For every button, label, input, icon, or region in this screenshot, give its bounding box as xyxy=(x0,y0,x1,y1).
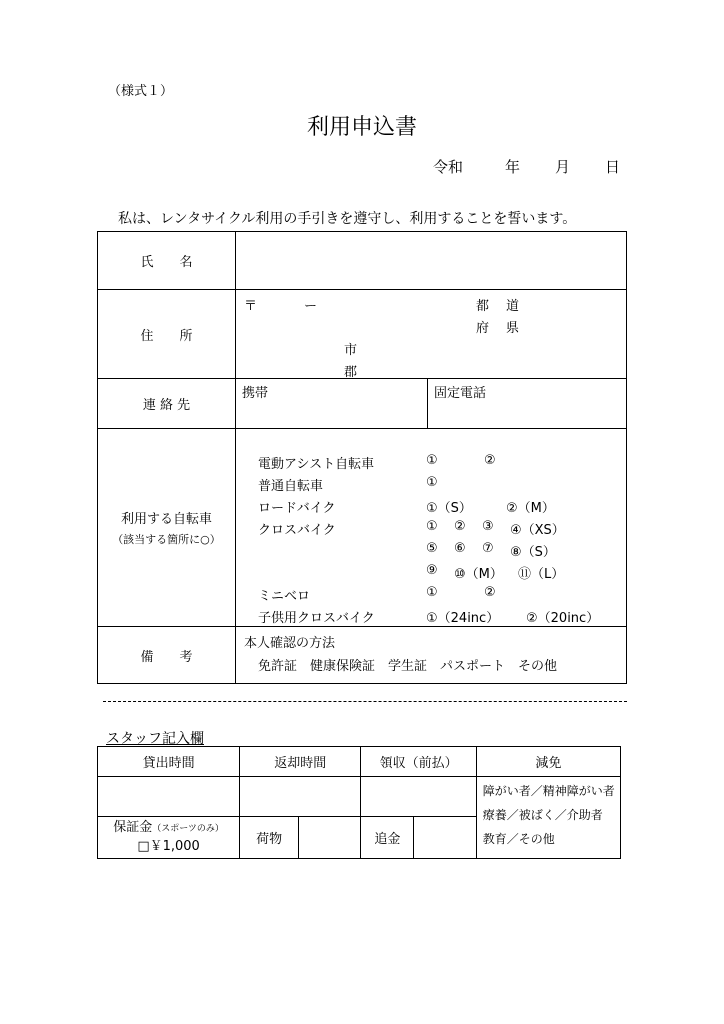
landline-label: 固定電話 xyxy=(434,386,487,401)
cut-line xyxy=(103,701,627,702)
additional-field[interactable] xyxy=(414,817,476,859)
bike-option[interactable]: ①（S） xyxy=(426,501,472,516)
postal-dash: ー xyxy=(304,299,318,314)
luggage-field[interactable] xyxy=(299,817,361,859)
bike-option[interactable]: ① xyxy=(426,453,438,468)
lending-time-header: 貸出時間 xyxy=(98,747,240,777)
return-time-field[interactable] xyxy=(240,777,361,817)
date-era: 令和 xyxy=(433,158,464,176)
remarks-label: 備 考 xyxy=(98,627,236,684)
bike-option[interactable]: ⑧（S） xyxy=(510,545,556,560)
bicycle-label: 利用する自転車 （該当する箇所に○） xyxy=(98,429,236,627)
pref-to: 都 xyxy=(476,299,490,314)
exemption-option: 障がい者／精神障がい者 xyxy=(482,784,615,798)
bike-option[interactable]: ⑪（L） xyxy=(518,567,565,582)
name-label: 氏 名 xyxy=(98,232,236,290)
pref-ken: 県 xyxy=(506,321,520,336)
date-day: 日 xyxy=(605,158,621,176)
address-label: 住 所 xyxy=(98,290,236,379)
bike-option[interactable]: ① xyxy=(426,585,438,600)
bike-option[interactable]: ⑩（M） xyxy=(454,567,503,582)
pref-do: 道 xyxy=(506,299,520,314)
county-gun: 郡 xyxy=(344,365,358,380)
application-table xyxy=(97,231,627,684)
deposit-note: （スポーツのみ） xyxy=(152,824,224,834)
postal-mark: 〒 xyxy=(244,299,258,314)
bike-name: クロスバイク xyxy=(258,523,336,538)
mobile-field[interactable] xyxy=(236,379,428,429)
bike-option[interactable]: ① xyxy=(426,519,438,534)
return-time-header: 返却時間 xyxy=(240,747,361,777)
luggage-label: 荷物 xyxy=(240,817,299,859)
bike-option[interactable]: ⑦ xyxy=(482,541,494,556)
bike-name: 普通自転車 xyxy=(258,479,324,494)
staff-section-title: スタッフ記入欄 xyxy=(106,731,204,747)
bike-option[interactable]: ②（M） xyxy=(506,501,555,516)
lending-time-field[interactable] xyxy=(98,777,240,817)
bike-option[interactable]: ④（XS） xyxy=(510,523,565,538)
bike-option[interactable]: ⑥ xyxy=(454,541,466,556)
deposit-label: 保証金 xyxy=(113,820,153,835)
bike-option[interactable]: ⑨ xyxy=(426,563,438,578)
bike-name: ロードバイク xyxy=(258,501,336,516)
receipt-header: 領収（前払） xyxy=(361,747,476,777)
bike-option[interactable]: ②（20inc） xyxy=(526,611,600,626)
pref-fu: 府 xyxy=(476,321,490,336)
bicycle-selection[interactable] xyxy=(236,429,627,627)
bike-name: 電動アシスト自転車 xyxy=(258,457,375,472)
additional-label: 追金 xyxy=(361,817,414,859)
remarks-field[interactable] xyxy=(236,627,627,684)
bike-name: ミニベロ xyxy=(258,589,311,604)
pledge-text: 私は、レンタサイクル利用の手引きを遵守し、利用することを誓います。 xyxy=(118,211,577,227)
address-field[interactable] xyxy=(236,290,627,379)
exemption-option: 療養／被ばく／介助者 xyxy=(482,808,603,822)
form-title: 利用申込書 xyxy=(306,115,417,140)
landline-field[interactable] xyxy=(428,379,627,429)
id-method-label: 本人確認の方法 xyxy=(244,636,336,651)
exemption-field[interactable] xyxy=(476,777,620,859)
bike-option[interactable]: ② xyxy=(484,585,496,600)
bike-option[interactable]: ② xyxy=(484,453,496,468)
date-year: 年 xyxy=(505,158,521,176)
mobile-label: 携帯 xyxy=(242,386,269,401)
id-method-options[interactable]: 免許証 健康保険証 学生証 パスポート その他 xyxy=(258,659,558,674)
exemption-option: 教育／その他 xyxy=(482,832,555,846)
bike-option[interactable]: ① xyxy=(426,475,438,490)
bike-option[interactable]: ⑤ xyxy=(426,541,438,556)
city-shi: 市 xyxy=(344,343,358,358)
bike-option[interactable]: ③ xyxy=(482,519,494,534)
bike-name: 子供用クロスバイク xyxy=(258,611,375,626)
deposit-amount[interactable]: □￥1,000 xyxy=(137,839,200,854)
receipt-field[interactable] xyxy=(361,777,476,817)
date-month: 月 xyxy=(555,158,571,176)
exemption-header: 減免 xyxy=(476,747,620,777)
contact-label: 連 絡 先 xyxy=(98,379,236,429)
bike-option[interactable]: ①（24inc） xyxy=(426,611,500,626)
name-field[interactable] xyxy=(236,232,627,290)
deposit-field[interactable] xyxy=(98,817,240,859)
bike-option[interactable]: ② xyxy=(454,519,466,534)
staff-table xyxy=(97,746,621,859)
form-number: （様式１） xyxy=(108,84,174,99)
